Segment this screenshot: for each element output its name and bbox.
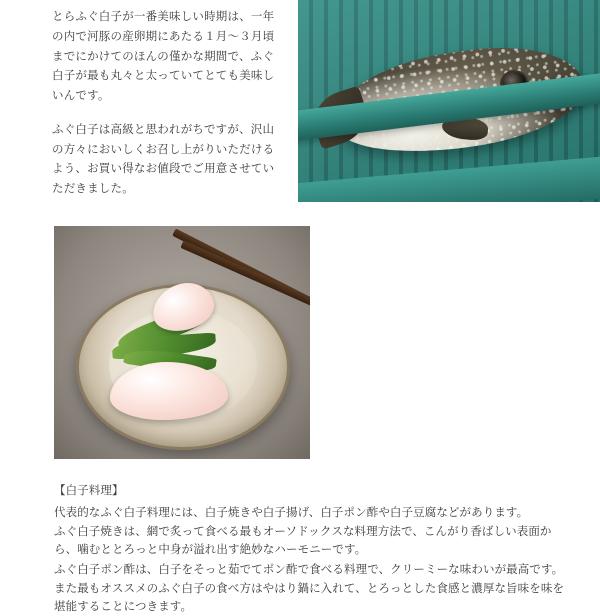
- section-heading: 【白子料理】: [54, 485, 124, 497]
- pufferfish-photo: [298, 0, 600, 202]
- top-section: [0, 0, 600, 205]
- cuisine-paragraph-2: ふぐ白子焼きは、網で炙って食べる最もオーソドックスな料理方法で、こんがり香ばしい表面から、噛むととろっと中身が溢れ出す絶妙なハーモニーです。: [54, 526, 552, 557]
- intro-text-block: [52, 8, 282, 214]
- cuisine-paragraph-4: また最もオススメのふぐ白子の食べ方はやはり鍋に入れて、とろっとした食感と濃厚な旨味を味を堪能することにつきます。: [54, 582, 565, 613]
- shirako-cuisine-section: [54, 482, 574, 616]
- cuisine-paragraph-1: 代表的なふぐ白子料理には、白子焼きや白子揚げ、白子ポン酢や白子豆腐などがあります。: [54, 507, 529, 520]
- intro-paragraph-2: ふぐ白子は高級と思われがちですが、沢山の方々においしくお召し上がりいただけるよう、お買い得なお値段でご用意させていただきました。: [52, 123, 275, 196]
- cuisine-paragraph-3: ふぐ白子ポン酢は、白子をそっと茹でてポン酢で食べる料理で、クリーミーな味わいが最高です。: [54, 563, 564, 576]
- shirako-dish-photo: [54, 226, 310, 459]
- intro-paragraph-1: とらふぐ白子が一番美味しい時期は、一年の内で河豚の産卵期にあたる１月～３月頃までにかけてのほんの僅かな期間で、ふぐ白子が最も丸々と太っていてとても美味しいんです。: [52, 11, 275, 103]
